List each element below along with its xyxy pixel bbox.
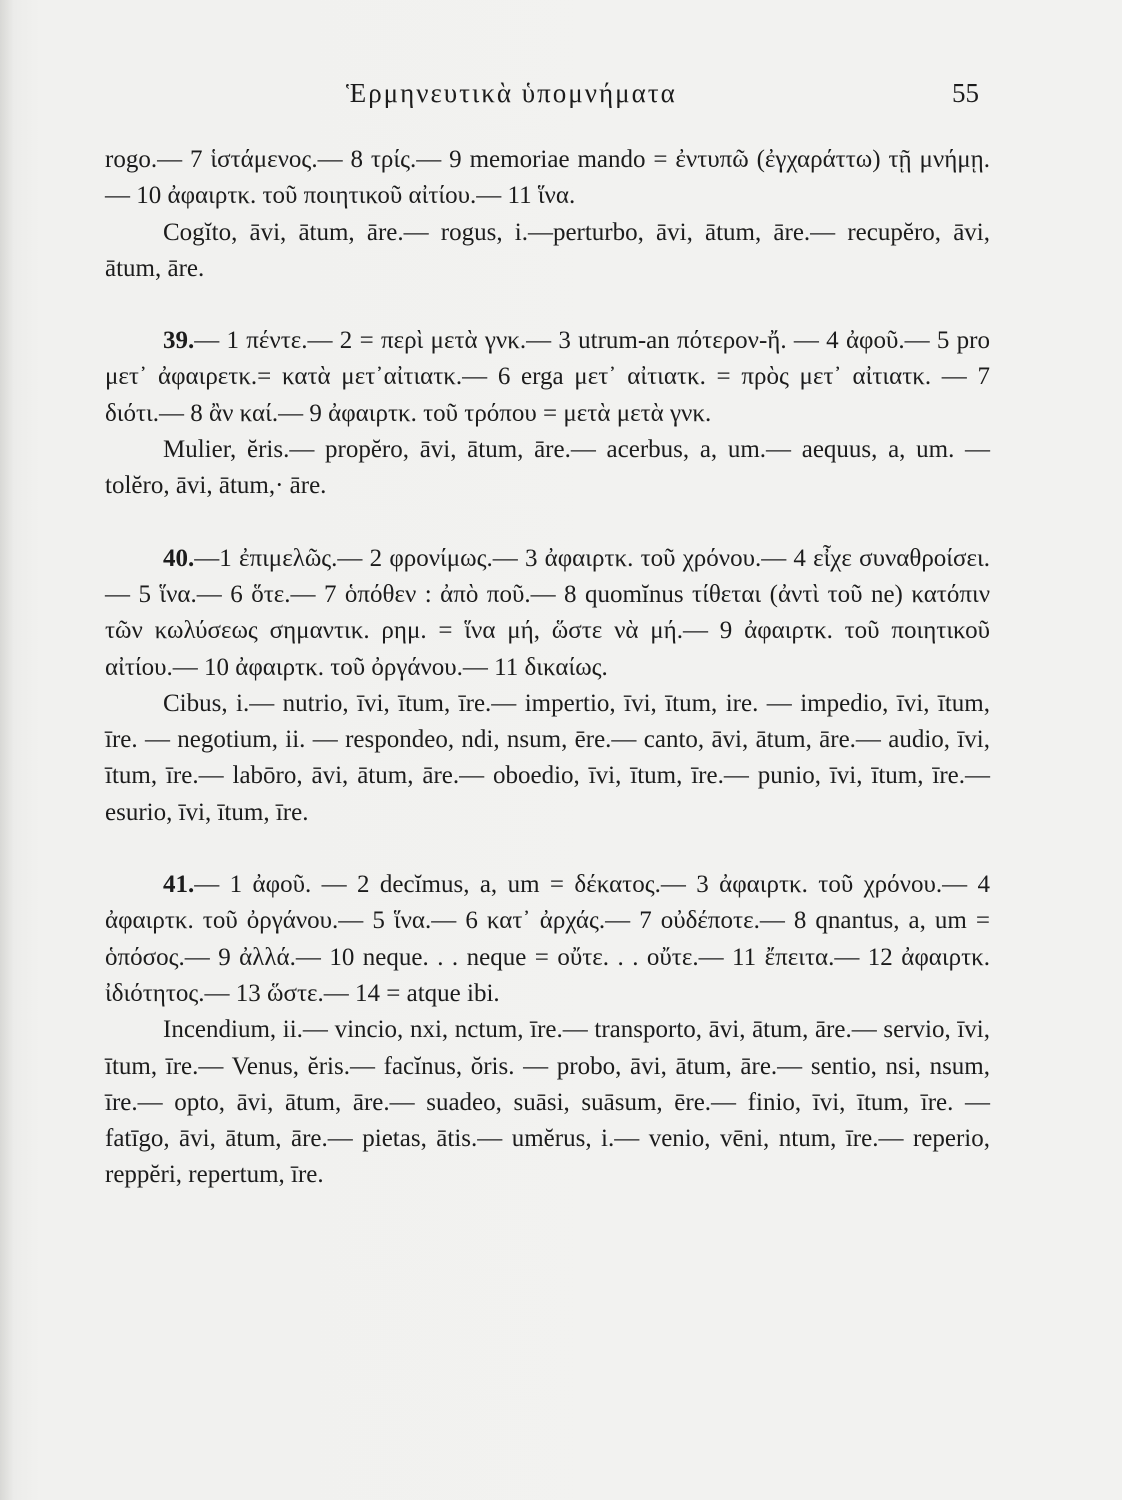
running-title: Ἑρμηνευτικὰ ὑπομνήματα (346, 78, 677, 108)
section-gap (105, 287, 990, 323)
section-number: 39. (163, 327, 195, 355)
section-40-vocab (105, 686, 990, 831)
notes-text: — 1 ἀφοῦ. — 2 decĭmus, a, um = δέκατος.— 3 ἀφαιρτκ. τοῦ χρόνου.— 4 ἀφαιρτκ. τοῦ ὀργάνου.— 5 ἵνα.— 6 κατ᾽ ἀρχάς.— 7 οὐδέποτε.— 8 qnantus, a, um = ὁπόσος.— 9 ἀλλά.— 10 neque. . . neque = οὔτε. . . οὔτε.— 11 ἔπειτα.— 12 ἀφαιρτκ. ἰδιότητος.— 13 ὥστε.— 14 = atque ibi. (105, 871, 990, 1007)
section-38-notes (105, 142, 990, 215)
section-39-notes (105, 323, 990, 432)
vocab-text: Cibus, i.— nutrio, īvi, ītum, īre.— impertio, īvi, ītum, ire. — impedio, īvi, ītum, īre. — negotium, ii. — respondeo, ndi, nsum, ēre.— canto, āvi, ātum, āre.— audio, īvi, ītum, īre.— labōro, āvi, ātum, āre.— oboedio, īvi, ītum, īre.— punio, īvi, ītum, īre.— esurio, īvi, ītum, īre. (105, 689, 990, 826)
section-gap (105, 505, 990, 541)
page-number: 55 (952, 78, 979, 108)
section-number: 41. (163, 871, 195, 899)
vocab-text: Cogĭto, āvi, ātum, āre.— rogus, i.—perturbo, āvi, ātum, āre.— recupĕro, āvi, ātum, āre. (105, 218, 990, 282)
section-gap (105, 831, 990, 867)
page-body (105, 142, 990, 1194)
notes-text: — 1 πέντε.— 2 = περὶ μετὰ γνκ.— 3 utrum-an πότερον-ἤ. — 4 ἀφοῦ.— 5 pro μετ᾽ ἀφαιρετκ.= κατὰ μετ᾽αἰτιατκ.— 6 erga μετ᾽ αἰτιατκ. = πρὸς μετ᾽ αἰτιατκ. — 7 διότι.— 8 ἂν καί.— 9 ἀφαιρτκ. τοῦ τρόπου = μετὰ μετὰ γνκ. (105, 327, 990, 427)
notes-text: rogo.— 7 ἱστάμενος.— 8 τρίς.— 9 memoriae mando = ἐντυπῶ (ἐγχαράττω) τῇ μνήμῃ.— 10 ἀφαιρτκ. τοῦ ποιητικοῦ αἰτίου.— 11 ἵνα. (105, 146, 990, 210)
section-38-vocab (105, 215, 990, 288)
section-41-vocab (105, 1012, 990, 1193)
vocab-text: Incendium, ii.— vincio, nxi, nctum, īre.— transporto, āvi, ātum, āre.— servio, īvi, ītum, īre.— Venus, ĕris.— facĭnus, ŏris. — probo, āvi, ātum, āre.— sentio, nsi, nsum, īre.— opto, āvi, ātum, āre.— suadeo, suāsi, suāsum, ēre.— finio, īvi, ītum, īre. — fatīgo, āvi, ātum, āre.— pietas, ātis.— umĕrus, i.— venio, vēni, ntum, īre.— reperio, reppĕri, repertum, īre. (105, 1016, 990, 1189)
section-40-notes (105, 541, 990, 686)
page-header (0, 78, 1122, 118)
section-number: 40. (163, 544, 195, 572)
section-39-vocab (105, 432, 990, 505)
notes-text: —1 ἐπιμελῶς.— 2 φρονίμως.— 3 ἀφαιρτκ. τοῦ χρόνου.— 4 εἶχε συναθροίσει.— 5 ἵνα.— 6 ὅτε.— 7 ὁπόθεν : ἀπὸ ποῦ.— 8 quomĭnus τίθεται (ἀντὶ τοῦ ne) κατόπιν τῶν κωλύσεως σημαντικ. ρημ. = ἵνα μή, ὥστε νὰ μή.— 9 ἀφαιρτκ. τοῦ ποιητικοῦ αἰτίου.— 10 ἀφαιρτκ. τοῦ ὀργάνου.— 11 δικαίως. (105, 544, 990, 681)
section-41-notes (105, 867, 990, 1012)
vocab-text: Mulier, ĕris.— propĕro, āvi, ātum, āre.— acerbus, a, um.— aequus, a, um. — tolĕro, āvi, ātum,· āre. (105, 436, 990, 500)
